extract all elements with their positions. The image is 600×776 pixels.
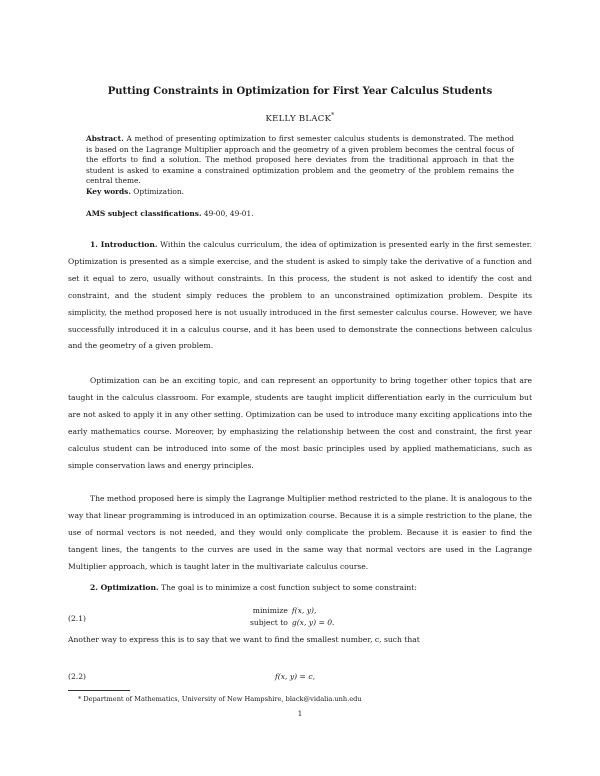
section2-intro xyxy=(68,580,532,597)
section2-another-way: Another way to express this is to say that we want to find the smallest number, c, such that xyxy=(68,635,420,644)
footnote: * Department of Mathematics, University of New Hampshire, black@vidalia.unh.edu xyxy=(78,695,362,703)
abstract-label: Abstract. xyxy=(86,134,124,143)
author-name: KELLY BLACK xyxy=(265,113,332,124)
eq1-minimize-word: minimize xyxy=(252,606,288,615)
equation-2-2: f(x, y) = c, xyxy=(275,672,315,681)
abstract-text: A method of presenting optimization to first semester calculus students is demonstrated. The method is based on the Lagrange Multiplier approach and the geometry of a given problem becomes the central focus of the efforts to find a solution. The method proposed here deviates from the traditional approach in that the student is asked to examine a constrained optimization problem and the geometry of the problem remains the central theme. xyxy=(86,134,514,185)
section1-paragraph-1 xyxy=(68,237,532,355)
footnote-rule xyxy=(68,690,130,691)
section1-paragraph-2: Optimization can be an exciting topic, and can represent an opportunity to bring together other topics that are taught in the calculus classroom. For example, students are taught implicit differentiation early in the curriculum but are not asked to apply it in any other setting. Optimization can be used to introduce many exciting applications into the early mathematics course. Moreover, by emphasizing the relationship between the cost and constraint, the first year calculus student can be introduced into some of the most basic principles used by applied mathematicians, such as simple conservation laws and energy principles. xyxy=(68,376,532,470)
section1-p1-text: Within the calculus curriculum, the idea of optimization is presented early in the first semester. Optimization is presented as a simple exercise, and the student is asked to simply take the derivative of a function and set it equal to zero, usually without constraints. In this process, the student is not asked to identify the cost and constraint, and the student simply reduces the problem to an unconstrained optimization problem. Despite its simplicity, the method proposed here is not usually introduced in the first semester calculus course. However, we have successfully introduced it in a calculus course, and it has been used to demonstrate the connections between calculus and the geometry of a given problem. xyxy=(68,240,532,351)
ams-classifications xyxy=(86,209,254,218)
section2-heading: 2. Optimization. xyxy=(90,583,159,592)
paper-title: Putting Constraints in Optimization for First Year Calculus Students xyxy=(107,86,493,97)
keywords xyxy=(86,187,184,196)
equation-2-2-number: (2.2) xyxy=(68,672,87,681)
keywords-text: Optimization. xyxy=(133,187,184,196)
equation-2-1-number: (2.1) xyxy=(68,614,87,623)
author-line xyxy=(0,112,600,124)
equation-2-1 xyxy=(250,605,338,628)
section1-heading: 1. Introduction. xyxy=(90,240,158,249)
eq1-cost-function: f(x, y), xyxy=(291,606,317,615)
author-footnote-mark: * xyxy=(331,112,335,119)
eq1-constraint: g(x, y) = 0. xyxy=(291,617,335,627)
page-number: 1 xyxy=(297,709,303,718)
section2-intro-text: The goal is to minimize a cost function subject to some constraint: xyxy=(161,583,417,592)
ams-text: 49-00, 49-01. xyxy=(203,209,254,218)
eq1-subject-to-word: subject to xyxy=(250,617,288,627)
keywords-label: Key words. xyxy=(86,187,131,196)
ams-label: AMS subject classifications. xyxy=(86,209,202,218)
section1-paragraph-3: The method proposed here is simply the Lagrange Multiplier method restricted to the plane. It is analogous to the way that linear programming is introduced in an optimization course. Because it is a simple restriction to the plane, the use of normal vectors is not needed, and they would only complicate the problem. Because it is easier to find the tangent lines, the tangents to the curves are used in the same way that normal vectors are used in the Lagrange Multiplier approach, which is taught later in the multivariate calculus course. xyxy=(68,494,532,571)
abstract xyxy=(86,134,514,187)
